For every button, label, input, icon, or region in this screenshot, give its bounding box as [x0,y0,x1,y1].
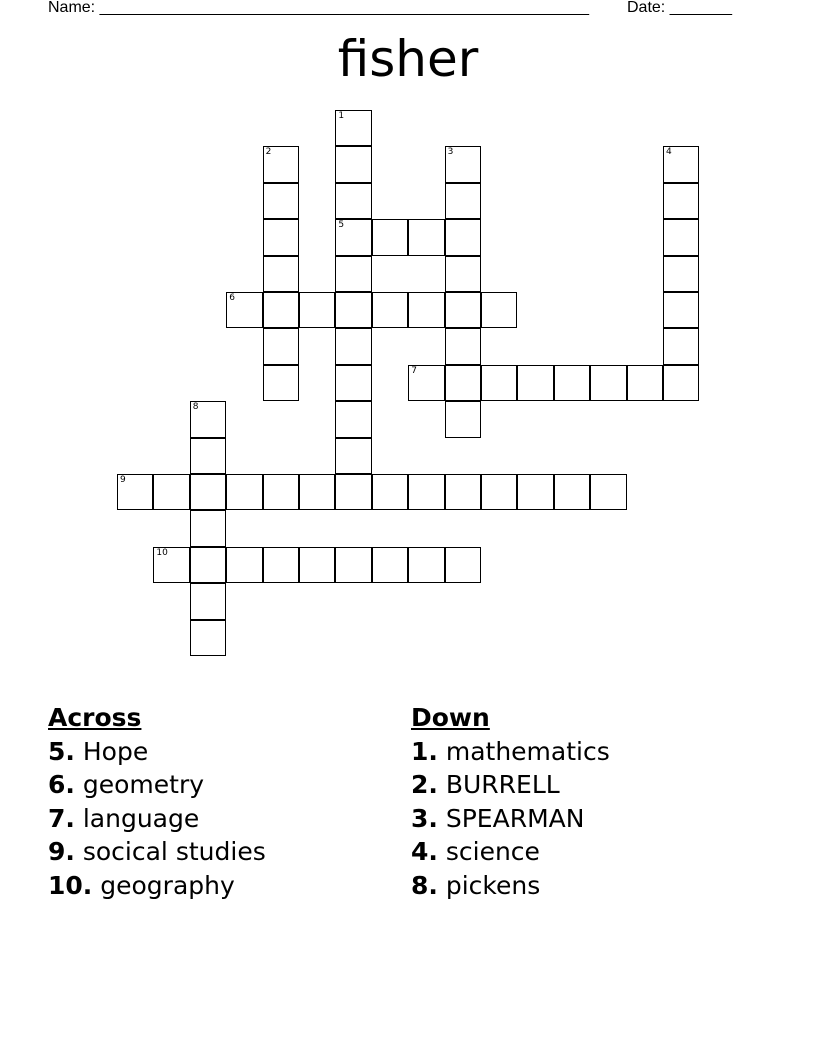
grid-cell[interactable] [445,365,481,401]
clue-number: 6. [48,770,75,799]
grid-cell[interactable] [335,474,371,510]
grid-cell[interactable] [335,328,371,364]
clue-number: 4. [411,837,438,866]
grid-cell[interactable] [335,110,371,146]
clue-number-label: 5 [338,220,345,231]
grid-cell[interactable] [445,219,481,255]
grid-cell[interactable] [554,365,590,401]
grid-cell[interactable] [481,474,517,510]
grid-cell[interactable] [335,183,371,219]
grid-cell[interactable] [445,328,481,364]
grid-cell[interactable] [335,219,371,255]
grid-cell[interactable] [263,292,299,328]
clue-number-label: 2 [265,147,272,158]
clue-number: 2. [411,770,438,799]
grid-cell[interactable] [263,219,299,255]
clue-number-label: 1 [338,111,345,121]
puzzle-title: fisher [337,30,479,88]
clue-number-label: 7 [411,365,417,376]
clue-list-item [48,768,266,802]
clue-number: 1. [411,736,438,766]
grid-cell[interactable] [372,292,408,328]
grid-cell[interactable] [190,547,226,583]
clue-text: mathematics [445,736,610,766]
grid-cell[interactable] [663,183,699,219]
grid-cell[interactable] [226,292,262,328]
grid-cell[interactable] [517,474,553,510]
clue-number: 10. [48,870,93,900]
clue-number-label: 6 [229,293,235,303]
across-heading: Across [48,703,142,732]
grid-cell[interactable] [663,328,699,364]
grid-cell[interactable] [663,365,699,401]
grid-cell[interactable] [335,438,371,474]
grid-cell[interactable] [190,583,226,619]
clue-list-item [48,802,266,836]
grid-cell[interactable] [445,146,481,182]
grid-cell[interactable] [263,328,299,364]
grid-cell[interactable] [445,292,481,328]
clue-list-item [48,869,266,903]
name-field-label: Name: _______________________________________________________ [48,0,589,16]
grid-cell[interactable] [263,183,299,219]
clue-number-label: 9 [120,475,126,485]
grid-cell[interactable] [445,474,481,510]
grid-cell[interactable] [408,219,444,255]
clue-number: 5. [48,736,75,766]
clue-number: 8. [411,870,438,900]
clue-text: socical studies [82,837,266,866]
grid-cell[interactable] [299,292,335,328]
clue-text: Hope [82,736,149,766]
grid-cell[interactable] [445,401,481,437]
clue-text: geography [100,870,235,900]
grid-cell[interactable] [335,547,371,583]
down-clues [411,701,610,902]
clue-list-item [411,802,610,836]
grid-cell[interactable] [372,474,408,510]
grid-cell[interactable] [190,620,226,656]
clue-list-item [48,735,266,769]
clue-list-item [411,768,610,802]
grid-cell[interactable] [554,474,590,510]
grid-cell[interactable] [590,365,626,401]
grid-cell[interactable] [263,256,299,292]
clue-text: SPEARMAN [445,803,585,833]
clue-list-item [411,869,610,903]
grid-cell[interactable] [153,474,189,510]
grid-cell[interactable] [372,547,408,583]
clue-text: BURRELL [445,770,560,799]
date-field-label: Date: _______ [627,0,732,16]
grid-cell[interactable] [263,547,299,583]
grid-cell[interactable] [663,292,699,328]
across-clues [48,701,266,902]
grid-cell[interactable] [335,256,371,292]
grid-cell[interactable] [335,146,371,182]
clue-text: language [82,803,200,833]
grid-cell[interactable] [627,365,663,401]
clue-text: geometry [82,770,205,799]
grid-cell[interactable] [117,474,153,510]
clue-text: science [445,837,540,866]
grid-cell[interactable] [263,365,299,401]
grid-cell[interactable] [663,219,699,255]
grid-cell[interactable] [408,292,444,328]
clue-number-label: 10 [156,547,168,558]
grid-cell[interactable] [481,292,517,328]
grid-cell[interactable] [299,547,335,583]
clue-number-label: 3 [447,147,454,158]
grid-cell[interactable] [335,365,371,401]
clue-list-item [411,835,610,869]
grid-cell[interactable] [190,438,226,474]
grid-cell[interactable] [226,547,262,583]
grid-cell[interactable] [408,474,444,510]
grid-cell[interactable] [481,365,517,401]
clue-number: 7. [48,803,75,833]
clue-list-item [48,835,266,869]
grid-cell[interactable] [153,547,189,583]
clue-text: pickens [445,870,541,900]
grid-cell[interactable] [590,474,626,510]
grid-cell[interactable] [445,547,481,583]
clue-list-item [411,735,610,769]
grid-cell[interactable] [445,183,481,219]
grid-cell[interactable] [263,146,299,182]
grid-cell[interactable] [190,401,226,437]
grid-cell[interactable] [663,256,699,292]
clue-number-label: 4 [666,147,672,158]
clue-number: 3. [411,803,438,833]
clue-number: 9. [48,837,75,866]
grid-cell[interactable] [335,401,371,437]
grid-cell[interactable] [190,510,226,546]
grid-cell[interactable] [445,256,481,292]
grid-cell[interactable] [408,365,444,401]
grid-cell[interactable] [226,474,262,510]
grid-cell[interactable] [299,474,335,510]
grid-cell[interactable] [335,292,371,328]
grid-cell[interactable] [190,474,226,510]
grid-cell[interactable] [263,474,299,510]
down-heading: Down [411,703,490,732]
grid-cell[interactable] [517,365,553,401]
grid-cell[interactable] [663,146,699,182]
grid-cell[interactable] [408,547,444,583]
grid-cell[interactable] [372,219,408,255]
clue-number-label: 8 [192,402,199,413]
